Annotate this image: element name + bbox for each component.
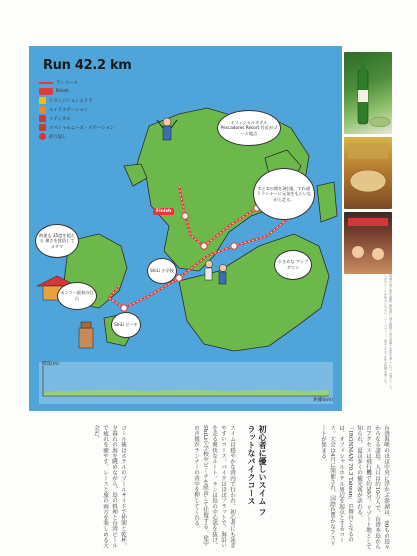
aid-station-icon [39,106,46,113]
elevation-title: 標高(m) [42,362,59,367]
callout-updown: 小さめな アップダウン [274,250,312,280]
transition-icon [39,97,46,104]
legend-item [39,96,131,105]
callout-turnaround: ①と②の間を3往復。すれ違うランナーに元気をもらいながら走る。 [253,168,315,220]
legend-item [39,114,131,123]
legend-finish [39,87,131,96]
beer-bottle-illustration [344,52,392,134]
legend-item-label: エイドステーション [49,107,89,113]
callout-hotel: オフィシャルホテル Pescadores Resort 付近がゴール地点 [217,110,281,146]
callout-fort: ポンフー最初の灯台 [57,282,97,310]
legend-item-label: 折り返し [49,134,67,140]
beer-photo [344,52,392,134]
finish-flag-icon [39,88,53,95]
street-photo [344,212,392,274]
photo-caption: 澎湖の海と夏を満喫! 開放感に浸る時間も島の食事と景色を楽しんだ。台湾ビール。しまのビールを味わいながら、バーベキュー、島の人たちが作る料理を楽しむ。 [383,274,392,391]
article-column-left: ゴール後はホテルのプールサイドで仲間と乾杯。夕暮れの海を眺めながら、島の料理と台湾ビールで疲れを癒やす。レースと旅の両方を楽しめる大会だ。 [93,425,126,549]
legend-item-label: トランジションエリア [49,98,93,104]
legend-item-label: メディカル [49,116,71,122]
elevation-chart [41,363,333,401]
map-title: Run 42.2 km [43,58,132,73]
map-legend [39,78,131,141]
course-line-icon [39,82,53,84]
legend-item [39,132,131,141]
callout-shili-school: ShiLi 小学校 [147,258,177,284]
medical-icon [39,115,46,122]
course-map [29,46,342,411]
legend-course-label: ランコース [56,80,78,86]
legend-item [39,105,131,114]
elevation-xlabel: 距離(km) [313,398,333,403]
article-column-middle: スイムは穏やかな湾内で行われ、初心者にも泳ぎやすいコース。バイクはほぼフラットで、海沿いを走る爽快なルート。ランは島の中心部を抜け、ShiLi小学校やビーチを経由して往復する。途中の声援がランナーの背中を押してくれる。 [193,425,235,549]
special-needs-icon [39,124,46,131]
food-illustration [344,137,392,209]
callout-heat: 時速も 35度を超える 暑さを覚悟して メテマ [35,224,79,258]
article-column-right: 台湾海峡のほぼ中央に浮かぶ澎湖は、90もの島々からなる諸島。人口は約10万人で、台湾本島からのアクセスは飛行機で約50分。リゾート地として知られ、夏は多くの観光客が訪れる。「IRONMAN 70.3 Taiwan」の舞台となるのは、オフィシャルホテル周辺を起点とするコース。大会は4月に開催され、国際色豊かなアスリートが集まる。 [320,425,389,550]
turnaround-icon [39,133,46,140]
fort-illustration [79,322,93,348]
finish-label: Finish [153,208,174,215]
article-heading: 初心者に優しいスイム フラットなバイクコース [247,425,267,516]
food-photo [344,137,392,209]
street-illustration [344,212,392,274]
legend-item [39,123,131,132]
legend-finish-label: Finish [56,89,69,94]
callout-shili-beach: ShiLi ビーチ [111,312,141,338]
legend-course [39,78,131,87]
legend-item-label: スペシャルニーズ・ステーション [49,125,115,131]
